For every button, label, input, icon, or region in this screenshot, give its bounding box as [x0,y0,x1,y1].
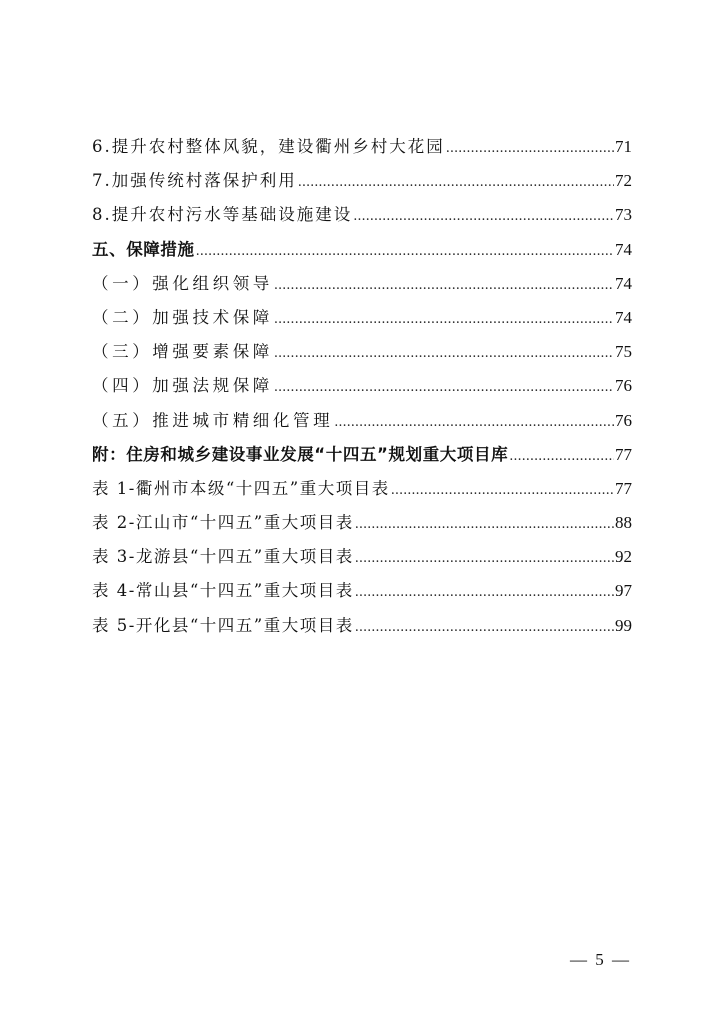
toc-leader-dots [274,278,614,293]
toc-table-entry[interactable] [92,612,632,646]
toc-table-entry[interactable] [92,509,632,543]
page-number: — 5 — [570,950,631,969]
toc-leader-dots [391,483,614,498]
toc-entry-title: 表 1-衢州市本级“十四五”重大项目表 [92,478,390,498]
toc-subsection[interactable] [92,304,632,338]
toc-entry-page: 74 [615,239,632,259]
toc-subsection[interactable] [92,338,632,372]
toc-leader-dots [353,209,614,224]
toc-entry-title: 表 5-开化县“十四五”重大项目表 [92,615,354,635]
toc-leader-dots [274,380,614,395]
toc-entry-page: 76 [615,376,632,396]
table-of-contents [92,133,632,646]
toc-entry-page: 77 [615,478,632,498]
toc-subsection[interactable] [92,372,632,406]
toc-leader-dots [355,585,614,600]
toc-table-entry[interactable] [92,475,632,509]
toc-entry-title: （一）强化组织领导 [92,273,273,293]
toc-entry-page: 88 [615,513,632,533]
toc-leader-dots [196,244,614,259]
toc-entry-title: 附：住房和城乡建设事业发展“十四五”规划重大项目库 [92,444,509,464]
toc-entry-title: 7.加强传统村落保护利用 [92,171,297,191]
toc-subsection[interactable] [92,270,632,304]
toc-entry-page: 76 [615,410,632,430]
toc-entry-title: （四）加强法规保障 [92,376,273,396]
toc-entry-page: 74 [615,307,632,327]
toc-leader-dots [509,449,614,464]
toc-entry[interactable] [92,133,632,167]
toc-entry-page: 75 [615,342,632,362]
toc-entry-page: 72 [615,171,632,191]
toc-leader-dots [274,312,614,327]
toc-entry-page: 99 [615,615,632,635]
toc-table-entry[interactable] [92,543,632,577]
toc-entry-title: 表 2-江山市“十四五”重大项目表 [92,513,354,533]
toc-section-heading[interactable] [92,441,632,475]
toc-entry-page: 77 [615,444,632,464]
toc-leader-dots [334,415,614,430]
toc-entry-page: 97 [615,581,632,601]
toc-leader-dots [446,141,614,156]
toc-entry-title: 表 4-常山县“十四五”重大项目表 [92,581,354,601]
toc-entry-page: 73 [615,205,632,225]
toc-leader-dots [355,517,614,532]
toc-entry-title: 五、保障措施 [92,239,195,259]
toc-leader-dots [355,551,614,566]
toc-entry-title: 表 3-龙游县“十四五”重大项目表 [92,547,354,567]
toc-entry[interactable] [92,201,632,235]
toc-subsection[interactable] [92,407,632,441]
toc-leader-dots [355,620,614,635]
toc-table-entry[interactable] [92,577,632,611]
toc-entry-title: 8.提升农村污水等基础设施建设 [92,205,353,225]
toc-entry-page: 74 [615,273,632,293]
toc-entry-title: （三）增强要素保障 [92,342,273,362]
toc-entry-page: 92 [615,547,632,567]
toc-entry-title: （五）推进城市精细化管理 [92,410,334,430]
toc-entry[interactable] [92,167,632,201]
toc-entry-title: 6.提升农村整体风貌，建设衢州乡村大花园 [92,137,445,156]
toc-section-heading[interactable] [92,236,632,270]
toc-leader-dots [274,346,614,361]
toc-entry-title: （二）加强技术保障 [92,307,273,327]
toc-entry-page: 71 [615,137,632,156]
toc-leader-dots [298,175,614,190]
